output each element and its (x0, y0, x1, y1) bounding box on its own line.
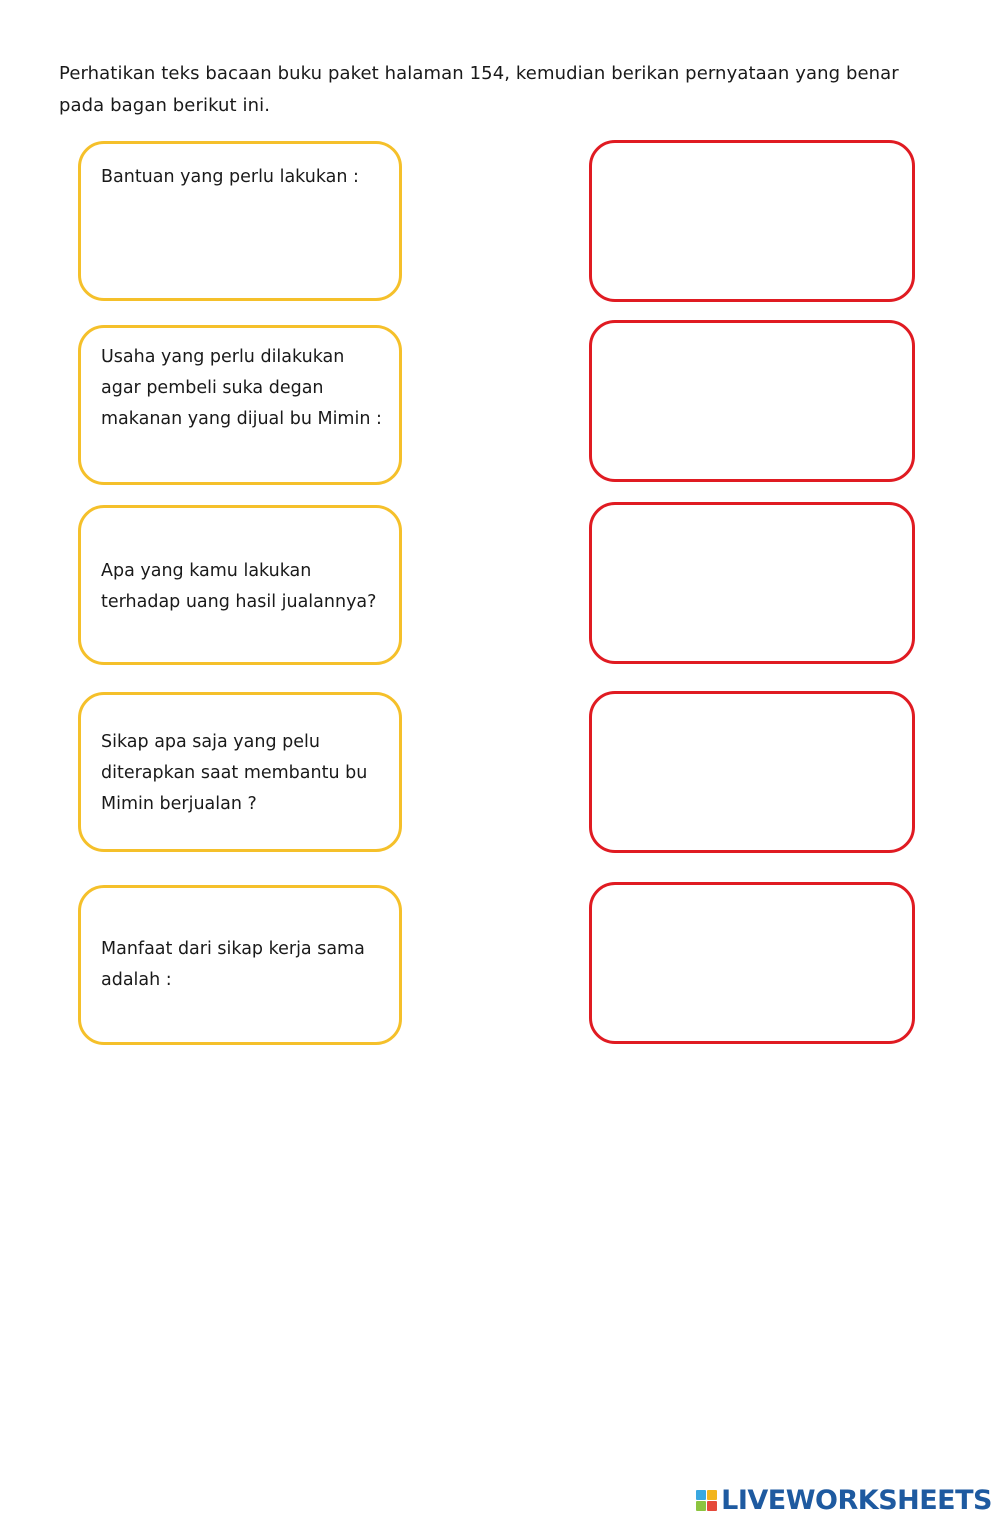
question-text-1: Bantuan yang perlu lakukan : (101, 167, 359, 187)
question-box-2 (78, 325, 402, 485)
answer-input-3[interactable] (602, 515, 902, 651)
question-text-5: Manfaat dari sikap kerja sama adalah : (101, 939, 365, 990)
instruction-text: Perhatikan teks bacaan buku paket halaman 154, kemudian berikan pernyataan yang benar pada bagan berikut ini. (59, 63, 899, 116)
answer-box-5[interactable] (589, 882, 915, 1044)
liveworksheets-logo (696, 1485, 992, 1516)
answer-box-2[interactable] (589, 320, 915, 482)
question-box-1 (78, 141, 402, 301)
logo-square-red (707, 1501, 717, 1511)
question-box-5 (78, 885, 402, 1045)
question-box-4 (78, 692, 402, 852)
question-text-2: Usaha yang perlu dilakukan agar pembeli suka degan makanan yang dijual bu Mimin : (101, 347, 382, 429)
question-box-3 (78, 505, 402, 665)
answer-input-1[interactable] (602, 153, 902, 289)
liveworksheets-logo-icon (696, 1490, 717, 1511)
answer-input-5[interactable] (602, 895, 902, 1031)
answer-input-2[interactable] (602, 333, 902, 469)
answer-input-4[interactable] (602, 704, 902, 840)
logo-square-blue (696, 1490, 706, 1500)
logo-square-yellow (707, 1490, 717, 1500)
question-text-4: Sikap apa saja yang pelu diterapkan saat membantu bu Mimin berjualan ? (101, 732, 368, 814)
answer-box-4[interactable] (589, 691, 915, 853)
answer-box-3[interactable] (589, 502, 915, 664)
logo-square-green (696, 1501, 706, 1511)
question-text-3: Apa yang kamu lakukan terhadap uang hasil jualannya? (101, 561, 377, 612)
logo-text: LIVEWORKSHEETS (721, 1485, 992, 1516)
answer-box-1[interactable] (589, 140, 915, 302)
